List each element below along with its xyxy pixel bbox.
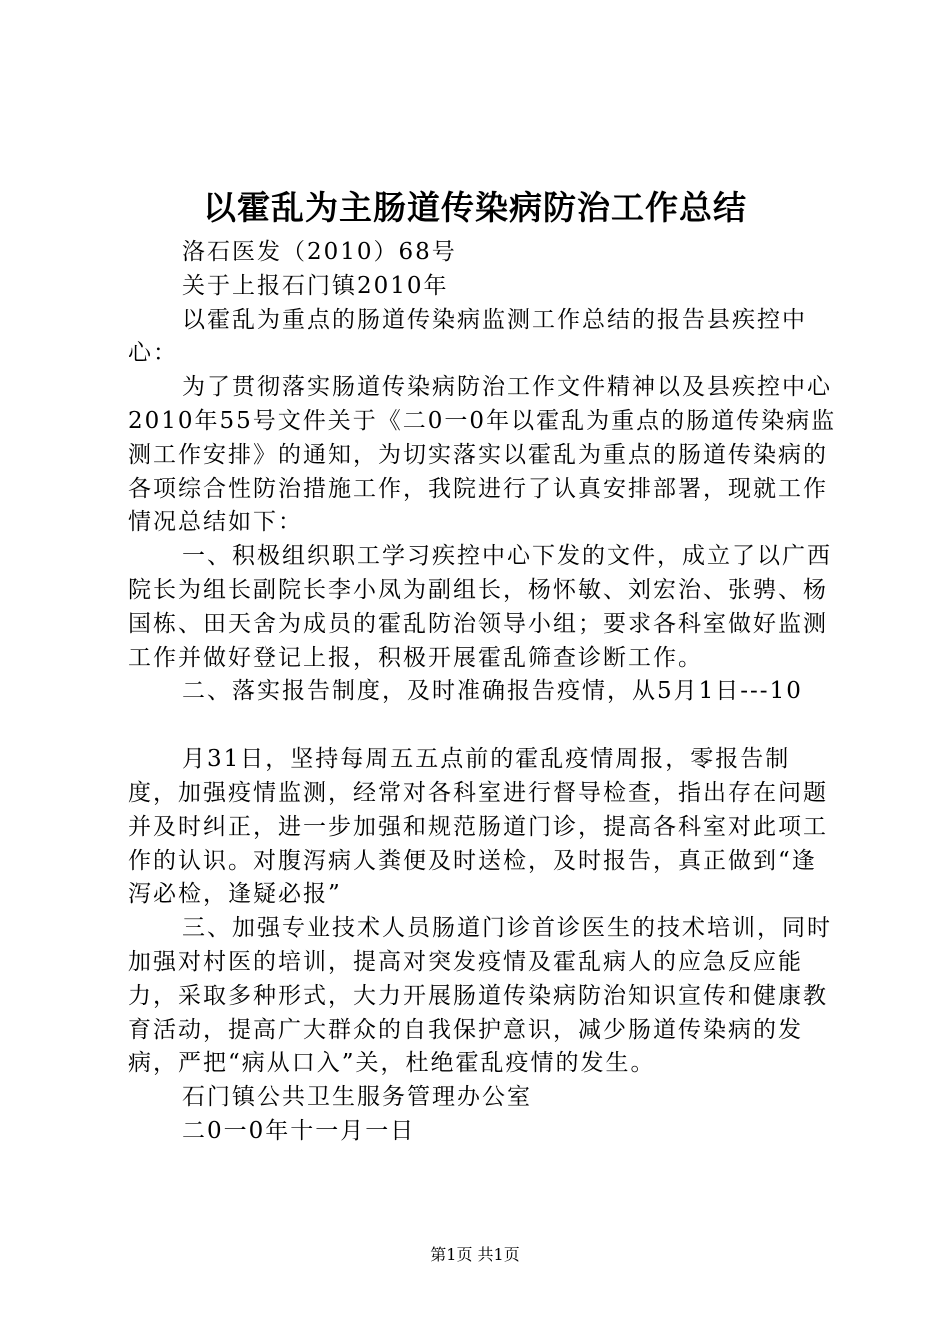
paragraph-1: 一、积极组织职工学习疾控中心下发的文件，成立了以广西院长为组长副院长李小凤为副组长，杨怀敏、刘宏治、张骋、杨国栋、田天舍为成员的霍乱防治领导小组；要求各科室做好监测工作并做好登记上报，积极开展霍乱筛查诊断工作。	[128, 543, 832, 671]
subject-line-1: 关于上报石门镇2010年	[182, 272, 449, 299]
signature-line: 石门镇公共卫生服务管理办公室	[182, 1084, 532, 1111]
document-number: 洛石医发（2010）68号	[182, 239, 457, 265]
date-line: 二0一0年十一月一日	[182, 1117, 416, 1144]
page-footer: 第1页 共1页	[430, 1245, 520, 1264]
document-title: 以霍乱为主肠道传染病防治工作总结	[203, 188, 747, 227]
subject-line-2: 以霍乱为重点的肠道传染病监测工作总结的报告县疾控中心：	[128, 306, 807, 367]
intro-paragraph: 为了贯彻落实肠道传染病防治工作文件精神以及县疾控中心2010年55号文件关于《二0一0年以霍乱为重点的肠道传染病监测工作安排》的通知，为切实落实以霍乱为重点的肠道传染病的各项综合性防治措施工作，我院进行了认真安排部署，现就工作情况总结如下：	[128, 374, 837, 536]
document-body	[128, 236, 838, 1149]
paragraph-3: 三、加强专业技术人员肠道门诊首诊医生的技术培训，同时加强对村医的培训，提高对突发疫情及霍乱病人的应急反应能力，采取多种形式，大力开展肠道传染病防治知识宣传和健康教育活动，提高广大群众的自我保护意识，减少肠道传染病的发病，严把“病从口入”关，杜绝霍乱疫情的发生。	[128, 915, 832, 1077]
paragraph-2-part-1: 二、落实报告制度，及时准确报告疫情，从5月1日---10	[182, 678, 803, 705]
paragraph-gap	[128, 709, 838, 743]
paragraph-2-part-2: 月31日，坚持每周五五点前的霍乱疫情周报，零报告制度，加强疫情监测，经常对各科室进行督导检查，指出存在问题并及时纠正，进一步加强和规范肠道门诊，提高各科室对此项工作的认识。对腹泻病人粪便及时送检，及时报告，真正做到“逢泻必检，逢疑必报”	[128, 746, 828, 908]
